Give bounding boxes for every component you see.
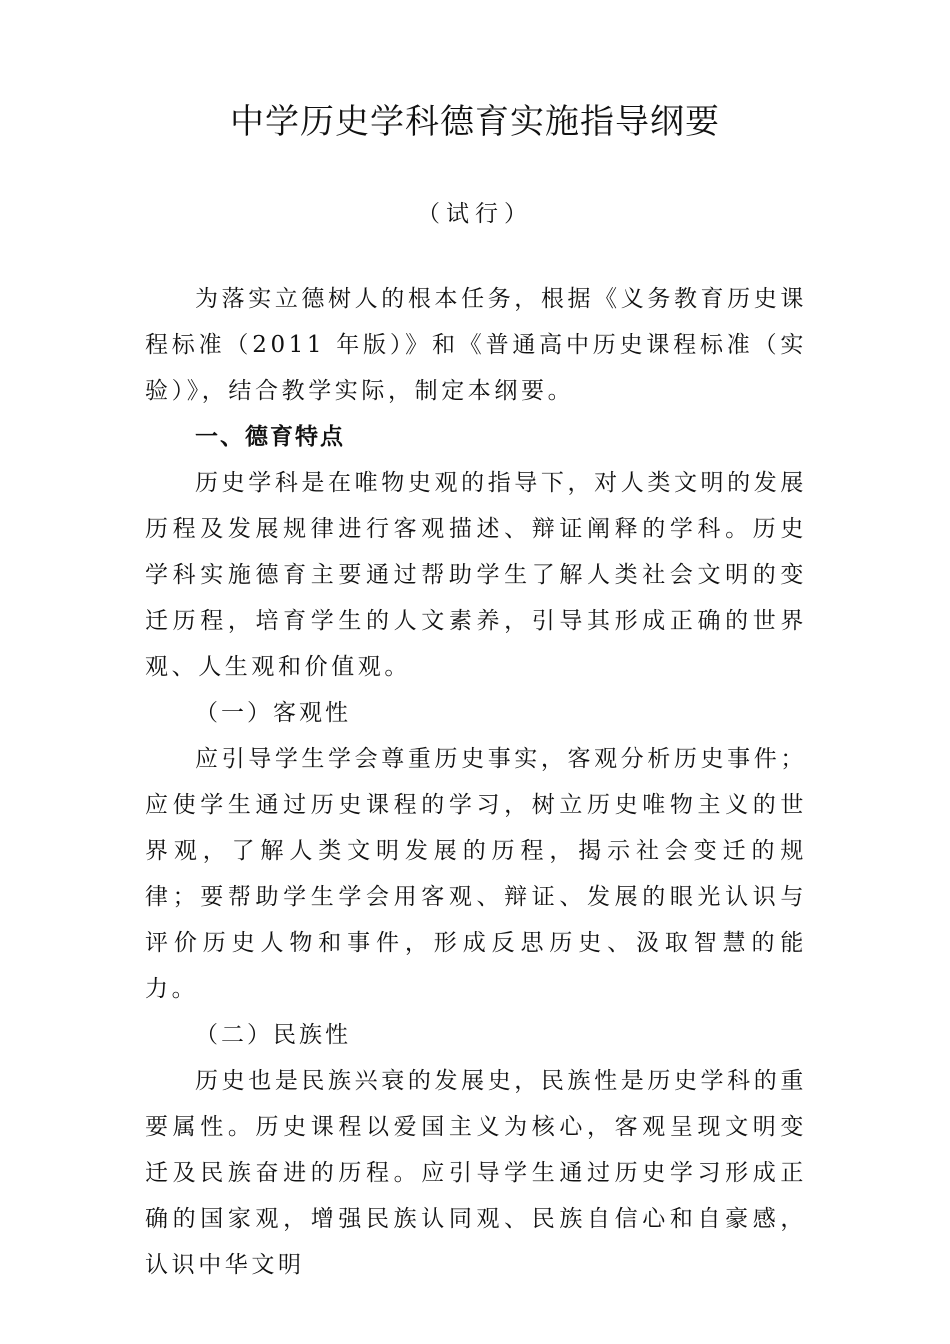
- section-heading-moral-features: 一、德育特点: [195, 424, 345, 450]
- document-subtitle: （试行）: [417, 201, 533, 227]
- subsection-paragraph-objectivity: 应引导学生学会尊重历史事实，客观分析历史事件；应使学生通过历史课程的学习，树立历史唯物主义的世界观，了解人类文明发展的历程，揭示社会变迁的规律；要帮助学生学会用客观、辩证、发展的眼光认识与评价历史人物和事件，形成反思历史、汲取智慧的能力。: [145, 746, 807, 1002]
- subsection-paragraph-nationality: 历史也是民族兴衰的发展史，民族性是历史学科的重要属性。历史课程以爱国主义为核心，客观呈现文明变迁及民族奋进的历程。应引导学生通过历史学习形成正确的国家观，增强民族认同观、民族自信心和自豪感，认识中华文明: [145, 1068, 807, 1278]
- section-paragraph-moral-features: 历史学科是在唯物史观的指导下，对人类文明的发展历程及发展规律进行客观描述、辩证阐释的学科。历史学科实施德育主要通过帮助学生了解人类社会文明的变迁历程，培育学生的人文素养，引导其形成正确的世界观、人生观和价值观。: [145, 470, 807, 680]
- intro-paragraph: 为落实立德树人的根本任务，根据《义务教育历史课程标准（2011 年版）》和《普通高中历史课程标准（实验）》，结合教学实际，制定本纲要。: [145, 286, 807, 404]
- subsection-heading-objectivity: （一）客观性: [195, 700, 351, 726]
- subsection-heading-nationality: （二）民族性: [195, 1022, 351, 1048]
- document-title: 中学历史学科德育实施指导纲要: [230, 102, 720, 142]
- document-body: [145, 276, 807, 1288]
